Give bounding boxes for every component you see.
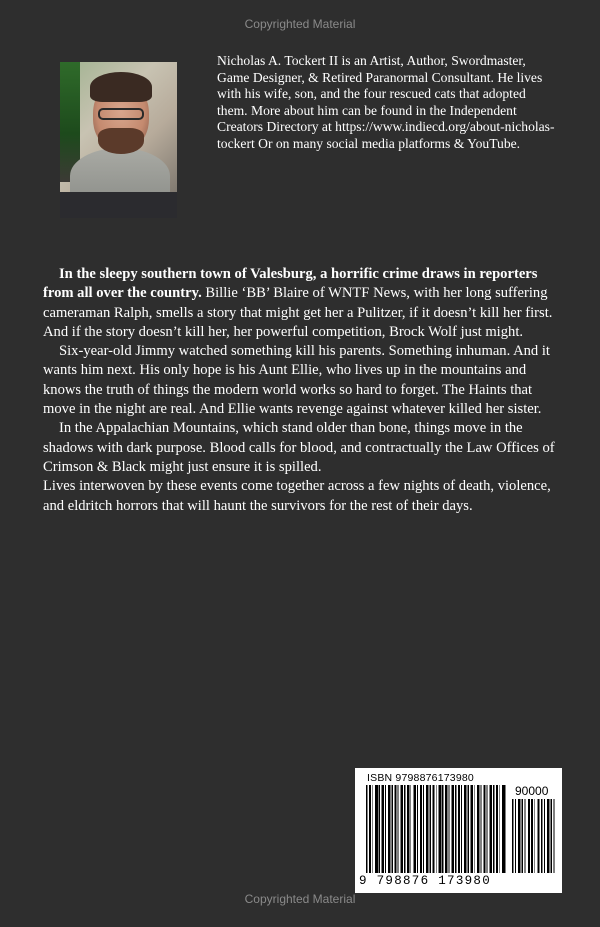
blurb-paragraph-3: In the Appalachian Mountains, which stand older than bone, things move in the shadows with dark purpose. Blood calls for blood, and contractually the Law Offices of Crimson & Black might just ensure it is spilled. (43, 420, 555, 475)
barcode-addon-bars (512, 799, 556, 873)
author-photo (60, 62, 177, 218)
blurb-paragraph-1 (43, 265, 563, 342)
blurb-paragraph-4: Lives interwoven by these events come together across a few nights of death, violence, and eldritch horrors that will haunt the survivors for the rest of their days. (43, 478, 551, 514)
watermark-top: Copyrighted Material (244, 17, 356, 31)
isbn-label: ISBN 9798876173980 (367, 772, 474, 784)
author-bio (217, 53, 557, 152)
blurb-p1-rest: Billie ‘BB’ Blaire of WNTF News, with her long suffering cameraman Ralph, smells a story that might get her a Pulitzer, if it doesn’t kill her first. And if the story doesn’t kill her, her powerful competition, Brock Wolf just might. (43, 285, 553, 340)
blurb-lead: In the sleepy southern town of Valesburg, a horrific crime draws in reporters from all over the country. (43, 266, 538, 302)
price-code: 90000 (515, 784, 549, 798)
blurb-paragraph-2: Six-year-old Jimmy watched something kill his parents. Something inhuman. And it wants him next. His only hope is his Aunt Ellie, who lives up in the mountains and knows the truth of things the modern world works so hard to forget. The Haints that move in the night are real. And Ellie wants revenge against whatever killed her sister. (43, 343, 550, 418)
isbn-barcode (355, 768, 562, 893)
book-blurb (43, 265, 563, 516)
author-bio-text: Nicholas A. Tockert II is an Artist, Author, Swordmaster, Game Designer, & Retired Paranormal Consultant. He lives with his wife, son, and the four rescued cats that adopted them. More about him can be found in the Independent Creators Directory at https://www.indiecd.org/about-nicholas- tockert Or on many social media platforms & YouTube. (217, 53, 555, 151)
isbn-digits: 9 798876 173980 (359, 874, 492, 888)
barcode-bars (366, 785, 506, 873)
watermark-bottom: Copyrighted Material (244, 892, 356, 906)
